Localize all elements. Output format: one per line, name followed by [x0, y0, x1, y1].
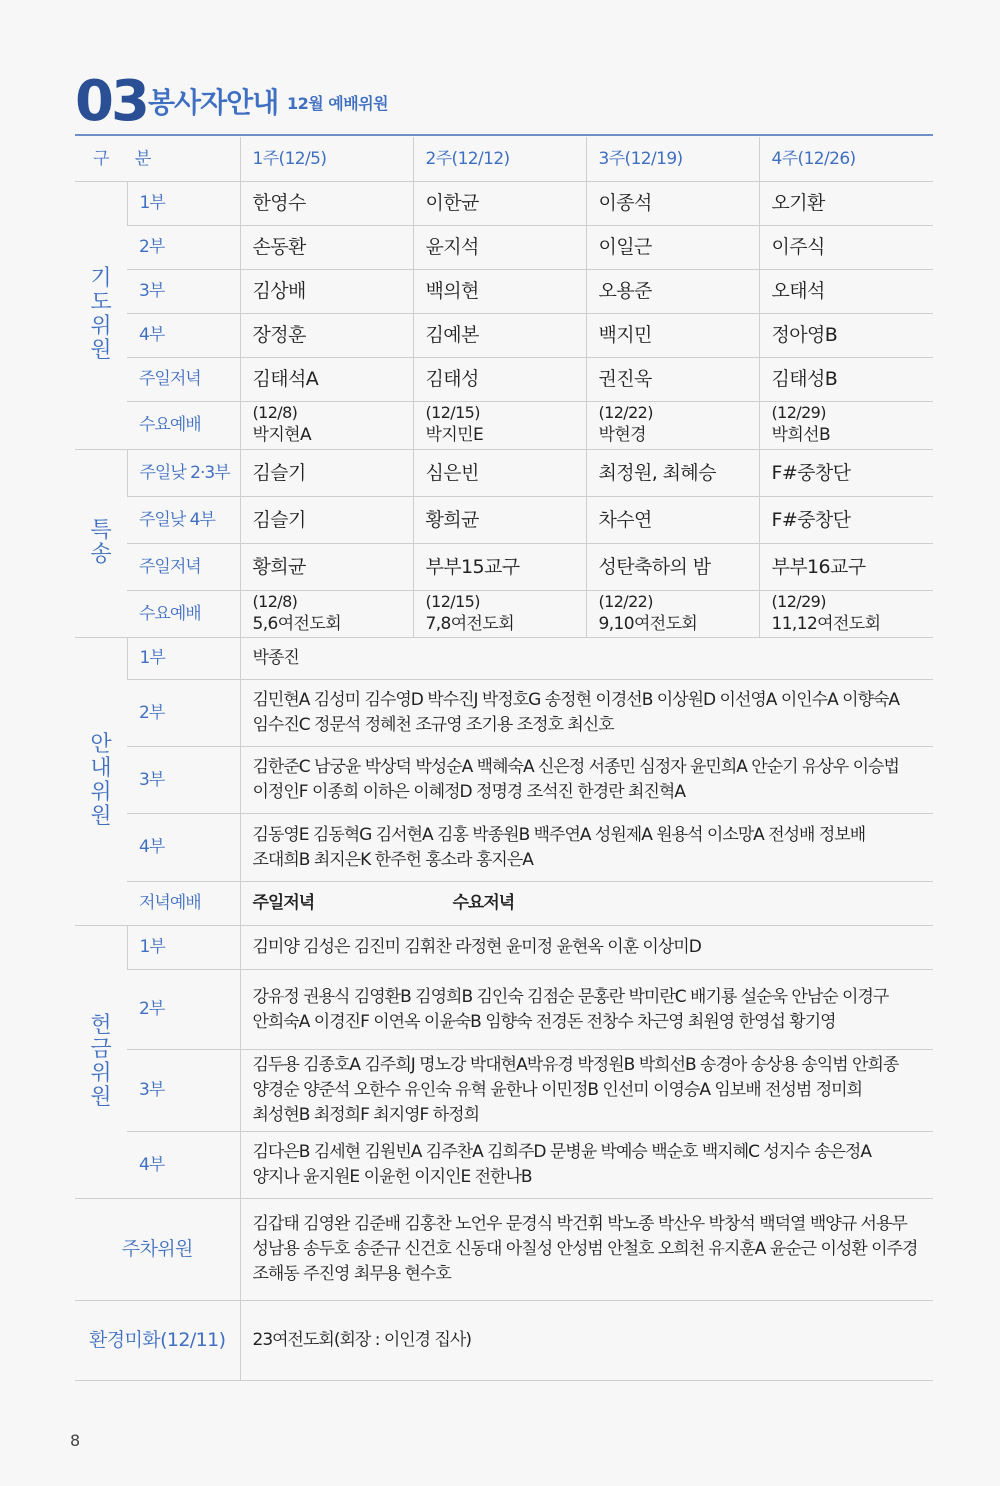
date-label: (12/15) — [425, 403, 480, 422]
table-cell: 김태성B — [759, 358, 933, 402]
table-row — [75, 747, 933, 814]
table-cell: 김태석A — [240, 358, 413, 402]
table-cell: 손동환 — [240, 226, 413, 270]
table-cell: 김슬기 — [240, 497, 413, 544]
table-row — [75, 1199, 933, 1301]
table-cell: 백의현 — [413, 270, 586, 314]
table-cell — [586, 591, 759, 638]
row-label: 2부 — [127, 680, 240, 747]
table-row — [75, 402, 933, 450]
table-row — [75, 814, 933, 882]
header-rule — [75, 134, 933, 136]
table-cell: 오용준 — [586, 270, 759, 314]
names-line: 김다은B 김세현 김원빈A 김주찬A 김희주D 문병윤 박예승 백순호 백지혜C 성지수 송은정A — [252, 1142, 871, 1162]
cell-name: 11,12여전도회 — [771, 613, 881, 634]
table-cell: 차수연 — [586, 497, 759, 544]
names-cell — [240, 970, 933, 1050]
section-header — [75, 69, 933, 134]
table-cell: 이종석 — [586, 182, 759, 226]
cell-name: 박현경 — [598, 425, 646, 445]
table-cell: 이주식 — [759, 226, 933, 270]
names-line: 조해동 주진영 최무용 현수호 — [252, 1264, 451, 1284]
names-cell — [240, 1199, 933, 1301]
cell-name: 7,8여전도회 — [425, 613, 515, 634]
table-cell: 김예본 — [413, 314, 586, 358]
table-row — [75, 497, 933, 544]
names-cell — [240, 882, 933, 926]
section-number: 03 — [75, 69, 147, 134]
category-header: 구 분 — [75, 137, 240, 182]
table-cell: 부부16교구 — [759, 544, 933, 591]
table-cell — [759, 591, 933, 638]
row-label: 저녁예배 — [127, 882, 240, 926]
category-beautify: 환경미화(12/11) — [75, 1301, 240, 1381]
table-row — [75, 1301, 933, 1381]
names-line: 성남용 송두호 송준규 신건호 신동대 아칠성 안성범 안철호 오희천 유지훈A 윤순근 이성환 이주경 — [252, 1239, 918, 1259]
names-line: 강유정 권용식 김영환B 김영희B 김인숙 김점순 문홍란 박미란C 배기룡 설순욱 안남순 이경구 — [252, 986, 889, 1007]
table-row — [75, 591, 933, 638]
table-row — [75, 680, 933, 747]
names-line: 김민현A 김성미 김수영D 박수진J 박정호G 송정현 이경선B 이상원D 이선영A 이인수A 이향숙A — [252, 690, 900, 710]
names-cell: 23여전도회(회장 : 이인경 집사) — [240, 1301, 933, 1381]
table-row — [75, 926, 933, 970]
row-label: 3부 — [127, 1050, 240, 1132]
row-label: 1부 — [127, 638, 240, 680]
category-special: 특송 — [75, 450, 127, 638]
table-row — [75, 226, 933, 270]
table-row — [75, 1132, 933, 1199]
table-cell — [413, 591, 586, 638]
names-line: 김한준C 남궁윤 박상덕 박성순A 백혜숙A 신은정 서종민 심정자 윤민희A 안순기 유상우 이승법 — [252, 757, 899, 777]
row-label: 수요예배 — [127, 402, 240, 450]
names-cell — [240, 1132, 933, 1199]
table-cell — [413, 402, 586, 450]
row-label: 4부 — [127, 814, 240, 882]
row-label: 주일낮 2·3부 — [127, 450, 240, 497]
row-label: 3부 — [127, 270, 240, 314]
table-cell: 최정원, 최혜승 — [586, 450, 759, 497]
table-cell: 부부15교구 — [413, 544, 586, 591]
table-row — [75, 270, 933, 314]
names-line: 김두용 김종호A 김주희J 명노강 박대현A박유경 박정원B 박희선B 송경아 송상용 송익범 안희종 — [252, 1055, 899, 1075]
table-cell: 김상배 — [240, 270, 413, 314]
table-row — [75, 450, 933, 497]
table-row — [75, 182, 933, 226]
table-row — [75, 1050, 933, 1132]
names-line: 김갑태 김영완 김준배 김홍찬 노언우 문경식 박건휘 박노종 박산우 박창석 백덕열 백양규 서용무 — [252, 1214, 907, 1234]
category-guide: 안내위원 — [75, 638, 127, 926]
names-cell: 박종진 — [240, 638, 933, 680]
names-cell — [240, 1050, 933, 1132]
table-cell: 김태성 — [413, 358, 586, 402]
row-label: 4부 — [127, 314, 240, 358]
date-label: (12/29) — [771, 591, 826, 611]
row-label: 수요예배 — [127, 591, 240, 638]
names-line: 양경순 양준석 오한수 유인숙 유혁 윤한나 이민정B 인선미 이영승A 임보배 전성범 정미희 — [252, 1080, 863, 1100]
table-cell: 장정훈 — [240, 314, 413, 358]
cell-name: 9,10여전도회 — [598, 613, 698, 634]
names-line: 김동영E 김동혁G 김서현A 김홍 박종원B 백주연A 성원제A 원용석 이소망A 전성배 정보배 — [252, 824, 866, 845]
names-cell — [240, 814, 933, 882]
table-row — [75, 314, 933, 358]
table-cell: F#중창단 — [759, 450, 933, 497]
table-header-row — [75, 137, 933, 182]
table-cell: 김슬기 — [240, 450, 413, 497]
week-header: 2주(12/12) — [413, 137, 586, 182]
names-cell — [240, 747, 933, 814]
table-cell — [240, 591, 413, 638]
date-label: (12/8) — [252, 591, 298, 611]
category-offering: 헌금위원 — [75, 926, 127, 1199]
section-subtitle: 12월 예배위원 — [287, 94, 389, 113]
table-cell: 황희균 — [240, 544, 413, 591]
page-number: 8 — [70, 1431, 81, 1450]
wednesday-evening-label: 수요저녁 — [452, 893, 515, 913]
table-row — [75, 358, 933, 402]
date-label: (12/8) — [252, 403, 298, 422]
table-cell: 권진욱 — [586, 358, 759, 402]
names-cell: 김미양 김성은 김진미 김휘찬 라정현 윤미정 윤현옥 이훈 이상미D — [240, 926, 933, 970]
table-cell — [240, 402, 413, 450]
row-label: 주일저녁 — [127, 544, 240, 591]
week-header: 4주(12/26) — [759, 137, 933, 182]
sunday-evening-label: 주일저녁 — [252, 893, 315, 913]
week-header: 3주(12/19) — [586, 137, 759, 182]
table-row — [75, 544, 933, 591]
volunteer-table — [75, 137, 933, 1381]
row-label: 1부 — [127, 182, 240, 226]
row-label: 3부 — [127, 747, 240, 814]
category-parking: 주차위원 — [75, 1199, 240, 1301]
names-line: 임수진C 정문석 정혜천 조규영 조기용 조정호 최신호 — [252, 715, 614, 735]
row-label: 1부 — [127, 926, 240, 970]
names-line: 조대희B 최지은K 한주헌 홍소라 홍지은A — [252, 849, 533, 870]
row-label: 주일저녁 — [127, 358, 240, 402]
table-cell: 오기환 — [759, 182, 933, 226]
table-cell: 정아영B — [759, 314, 933, 358]
cell-name: 박지현A — [252, 425, 311, 445]
table-row — [75, 638, 933, 680]
cell-name: 박희선B — [771, 425, 831, 445]
table-row — [75, 882, 933, 926]
row-label: 주일낮 4부 — [127, 497, 240, 544]
date-label: (12/22) — [598, 591, 653, 611]
table-cell: 이한균 — [413, 182, 586, 226]
table-cell: F#중창단 — [759, 497, 933, 544]
names-line: 최성현B 최정희F 최지영F 하정희 — [252, 1105, 479, 1125]
table-cell — [586, 402, 759, 450]
category-prayer: 기도위원 — [75, 182, 127, 450]
table-row — [75, 970, 933, 1050]
table-cell: 심은빈 — [413, 450, 586, 497]
date-label: (12/15) — [425, 591, 480, 611]
cell-name: 박지민E — [425, 425, 484, 445]
table-cell — [759, 402, 933, 450]
cell-name: 5,6여전도회 — [252, 613, 342, 634]
row-label: 4부 — [127, 1132, 240, 1199]
table-cell: 한영수 — [240, 182, 413, 226]
table-cell: 윤지석 — [413, 226, 586, 270]
date-label: (12/29) — [771, 403, 826, 422]
section-title: 봉사자안내 — [148, 86, 279, 119]
table-cell: 백지민 — [586, 314, 759, 358]
table-cell: 황희균 — [413, 497, 586, 544]
names-line: 이정인F 이종희 이하은 이혜정D 정명경 조석진 한경란 최진혁A — [252, 782, 685, 802]
names-line: 양지나 윤지원E 이윤헌 이지인E 전한나B — [252, 1167, 532, 1187]
row-label: 2부 — [127, 226, 240, 270]
table-cell: 성탄축하의 밤 — [586, 544, 759, 591]
names-cell — [240, 680, 933, 747]
table-cell: 이일근 — [586, 226, 759, 270]
table-cell: 오태석 — [759, 270, 933, 314]
names-line: 안희숙A 이경진F 이연옥 이윤숙B 임향숙 전경돈 전창수 차근영 최원영 한영섭 황기영 — [252, 1011, 836, 1032]
row-label: 2부 — [127, 970, 240, 1050]
week-header: 1주(12/5) — [240, 137, 413, 182]
date-label: (12/22) — [598, 403, 653, 422]
